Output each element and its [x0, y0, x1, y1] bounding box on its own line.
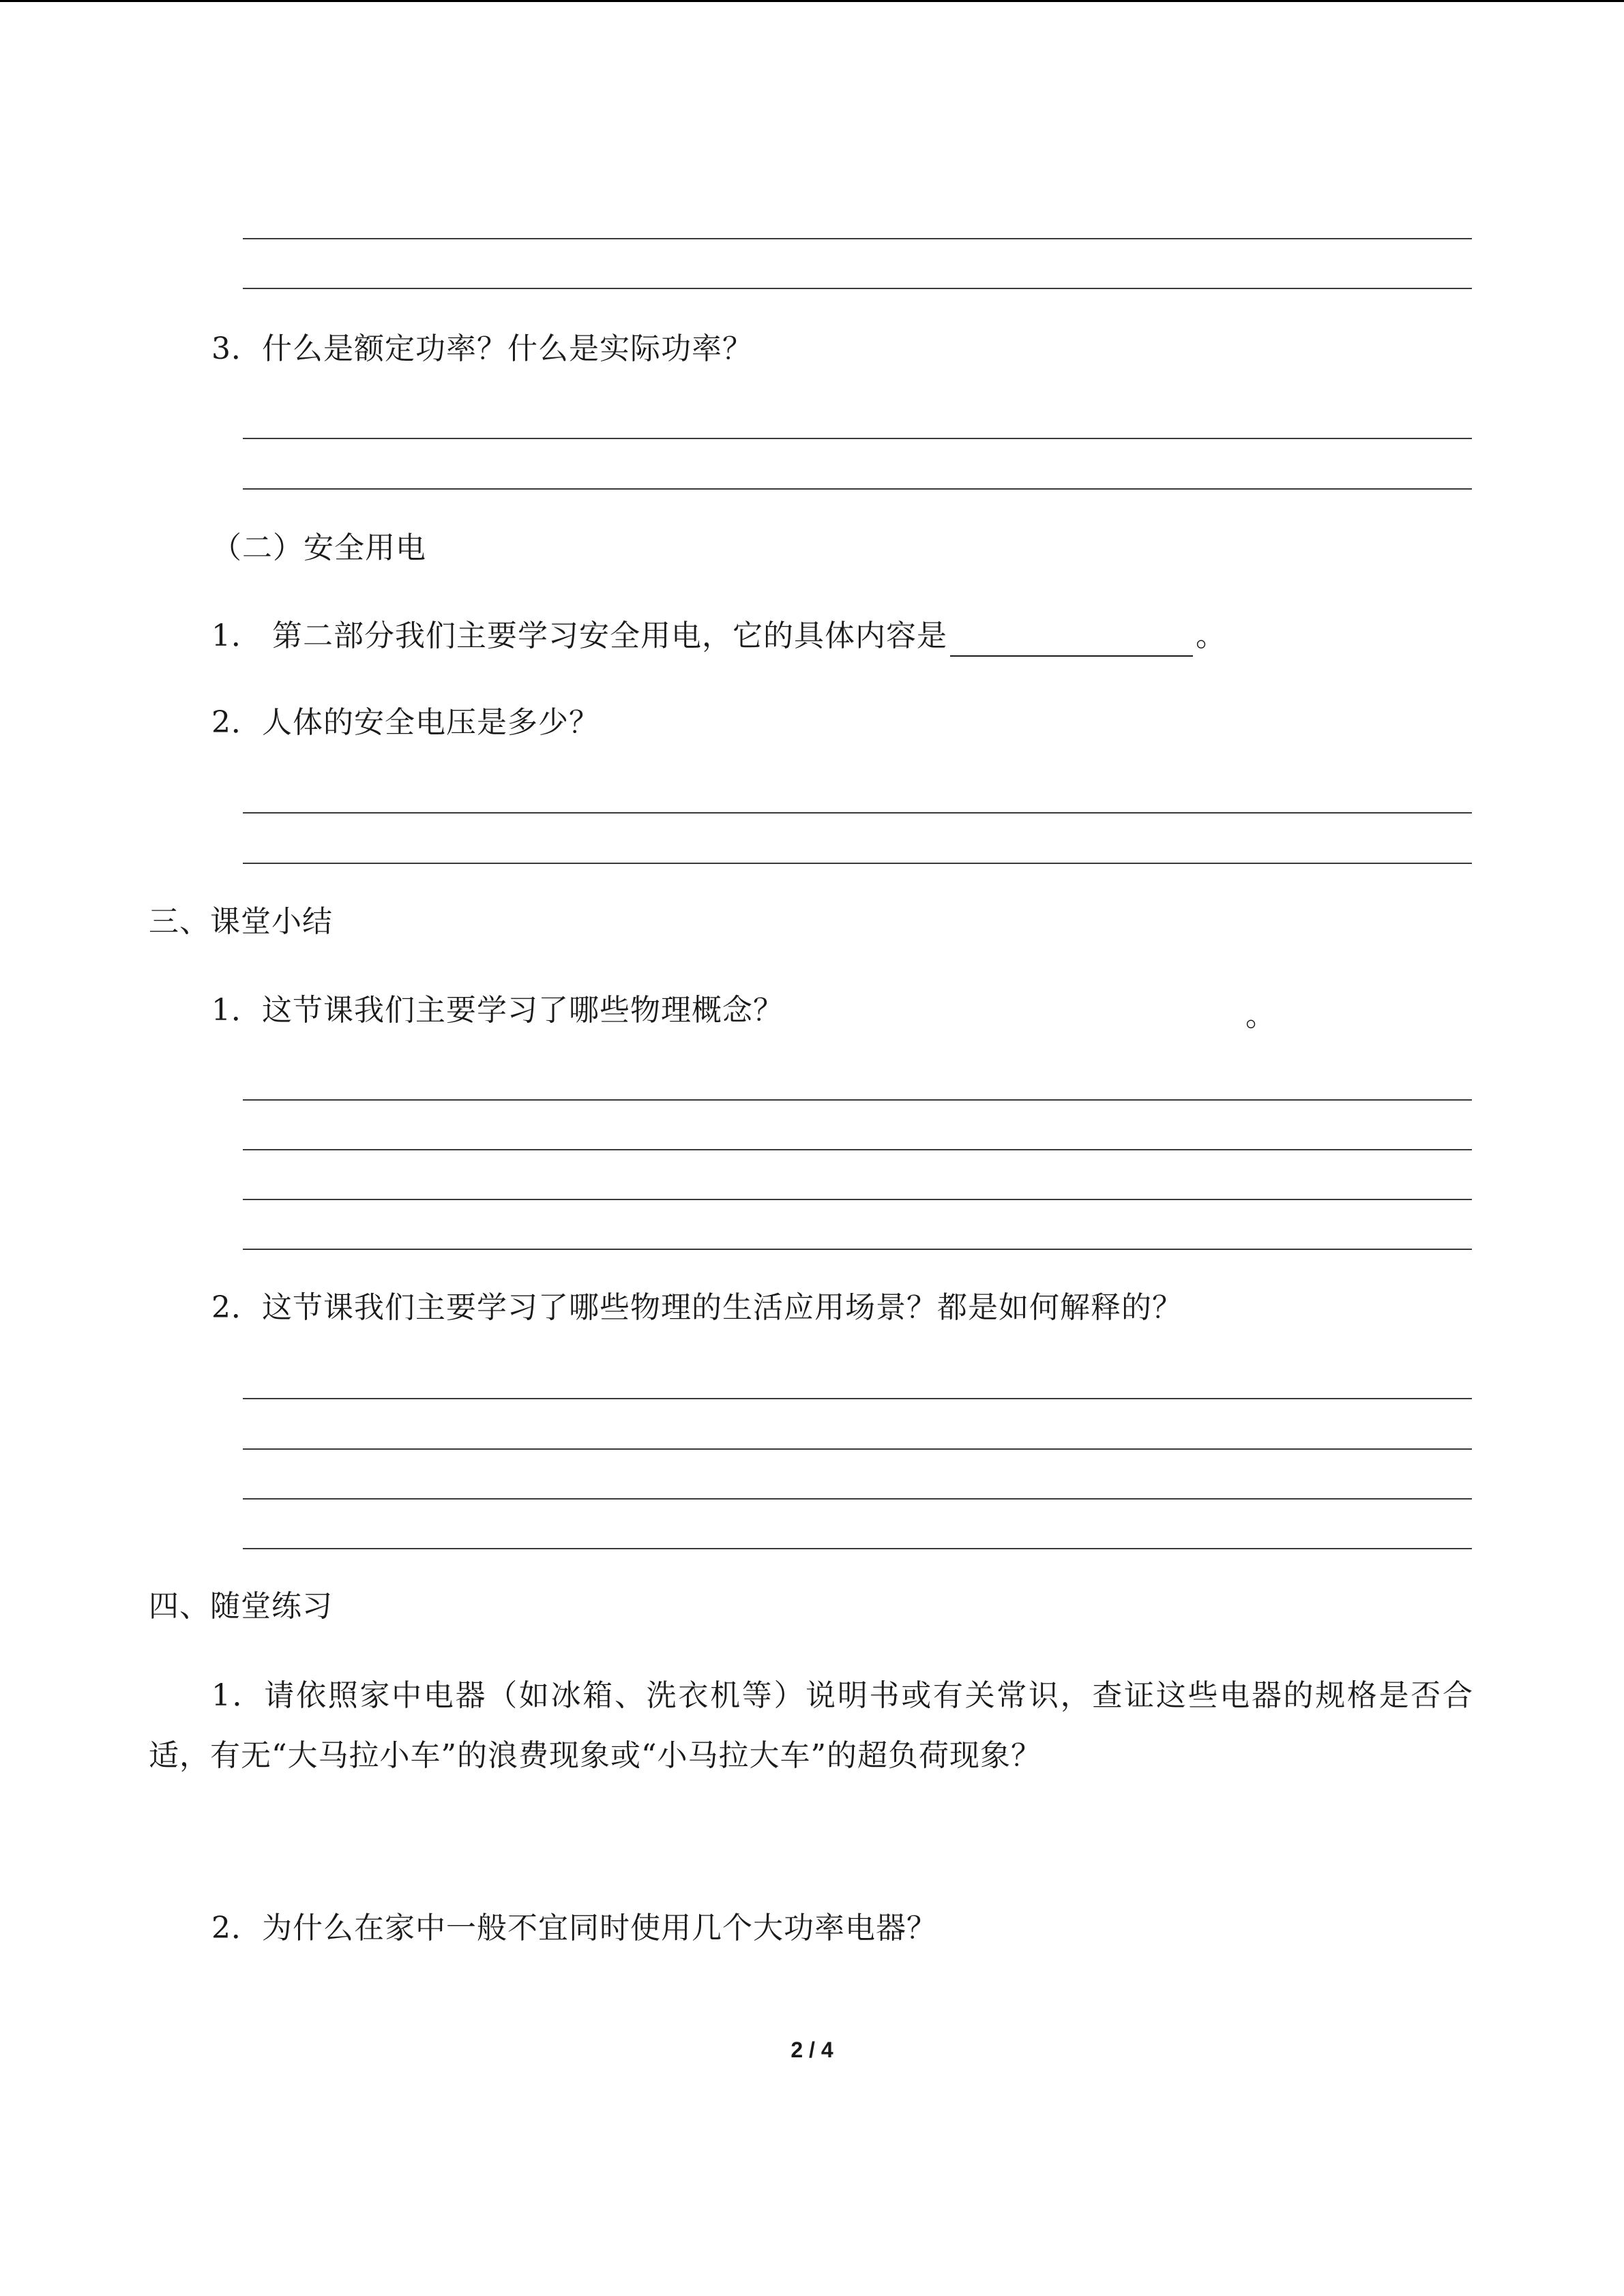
top-border: [0, 0, 1624, 2]
answer-line[interactable]: [243, 1099, 1472, 1101]
safety-question-1-text: 1． 第二部分我们主要学习安全用电，它的具体内容是: [211, 618, 947, 653]
section-heading-practice: 四、随堂练习: [149, 1589, 333, 1624]
answer-line[interactable]: [243, 1199, 1472, 1200]
answer-line[interactable]: [243, 1149, 1472, 1150]
answer-line[interactable]: [243, 1249, 1472, 1250]
practice-question-1: 1．请依照家中电器（如冰箱、洗衣机等）说明书或有关常识，查证这些电器的规格是否合适，有无“大马拉小车”的浪费现象或“小马拉大车”的超负荷现象？: [149, 1678, 1473, 1773]
answer-line[interactable]: [243, 863, 1472, 864]
answer-line[interactable]: [243, 1498, 1472, 1500]
answer-line[interactable]: [243, 1398, 1472, 1399]
question-3: 3．什么是额定功率？什么是实际功率？: [211, 331, 753, 366]
answer-line[interactable]: [243, 238, 1472, 239]
safety-question-1-end: 。: [1195, 618, 1226, 653]
answer-line[interactable]: [243, 438, 1472, 439]
page-number: 2 / 4: [791, 2038, 833, 2062]
answer-line[interactable]: [243, 1448, 1472, 1450]
summary-question-1: 1．这节课我们主要学习了哪些物理概念？: [211, 993, 784, 1028]
safety-question-1: [211, 616, 1226, 657]
answer-line[interactable]: [243, 488, 1472, 490]
fill-in-blank[interactable]: [950, 621, 1193, 657]
practice-question-2: 2．为什么在家中一般不宜同时使用几个大功率电器？: [211, 1911, 937, 1945]
summary-question-1-end: 。: [1245, 998, 1276, 1033]
answer-line[interactable]: [243, 812, 1472, 814]
answer-line[interactable]: [243, 1548, 1472, 1549]
safety-question-2: 2．人体的安全电压是多少？: [211, 705, 600, 740]
answer-line[interactable]: [243, 288, 1472, 289]
section-heading-summary: 三、课堂小结: [149, 904, 333, 939]
summary-question-2: 2．这节课我们主要学习了哪些物理的生活应用场景？都是如何解释的？: [211, 1290, 1183, 1325]
section-heading-safety: （二）安全用电: [211, 531, 426, 565]
